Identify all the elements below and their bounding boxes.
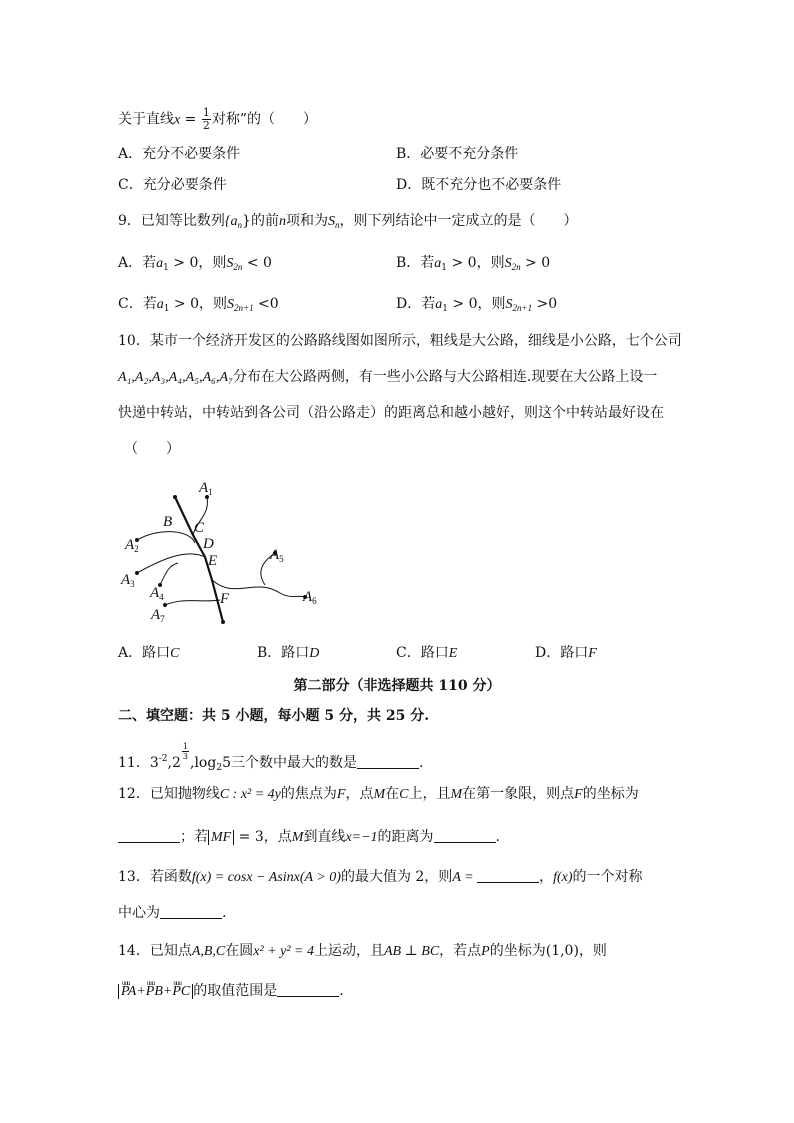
q13-line-1: 13．若函数f(x) = cosx − Asinx(A > 0)的最大值为 2，则A = ，f(x)的一个对称 xyxy=(118,869,643,885)
q9-option-a: A．若$a_1 > 0$，则$S_{2n} < 0$ xyxy=(118,255,272,273)
q12-answer-blank-1[interactable] xyxy=(118,828,180,843)
q14-line-2: uuu PA+uuu PB+uuu PC 的取值范围是 . xyxy=(118,981,344,1002)
label-a4: $A_4$ xyxy=(150,585,164,602)
q12-line-1: 12．已知抛物线C : x² = 4y的焦点为F，点M在C上，且M在第一象限，则点F的坐标为 xyxy=(118,786,639,802)
fraction-one-half: $\frac{1}{2}$ xyxy=(202,106,210,132)
label-a5: $A_5$ xyxy=(270,547,284,564)
label-d: D xyxy=(203,536,214,552)
label-e: E xyxy=(208,553,218,569)
q9-option-d: D．若$a_1 > 0$，则$S_{2n+1} >0$ xyxy=(396,296,558,314)
q10-option-d: D．路口F xyxy=(535,645,597,661)
q10-option-a: A．路口C xyxy=(118,645,180,661)
label-a6: $A_6$ xyxy=(303,589,317,606)
q8-option-d: D．既不充分也不必要条件 xyxy=(396,177,562,193)
q9-option-b: B．若$a_1 > 0$，则$S_{2n} > 0$ xyxy=(396,255,551,273)
q13-answer-blank-2[interactable] xyxy=(160,904,222,919)
road-a7 xyxy=(165,600,220,605)
road-a2 xyxy=(137,532,195,543)
q8-stem-tail: 关于直线x = $\frac{1}{2}$ 对称”的（ ） xyxy=(118,106,318,132)
road-map-figure xyxy=(115,475,345,635)
q8-option-b: B．必要不充分条件 xyxy=(396,146,519,162)
q10-line-3: 快递中转站，中转站到各公司（沿公路走）的距离总和越小越好，则这个中转站最好设在 xyxy=(118,405,664,421)
vector-sum-magnitude: uuu PA+uuu PB+uuu PC xyxy=(118,984,193,999)
q14-answer-blank[interactable] xyxy=(277,982,339,997)
q8-option-c: C．充分必要条件 xyxy=(118,177,227,193)
section-two-heading: 二、填空题：共 5 小题，每小题 5 分，共 25 分. xyxy=(118,708,430,724)
label-a1: $A_1$ xyxy=(199,480,213,497)
q14-line-1: 14．已知点A,B,C在圆x² + y² = 4上运动，且AB ⊥ BC，若点P的坐标为(1,0)，则 xyxy=(118,943,607,959)
part-two-title: 第二部分（非选择题共 110 分） xyxy=(293,678,501,694)
label-a3: $A_3$ xyxy=(121,572,135,589)
q11-answer-blank[interactable] xyxy=(357,754,419,769)
q12-line-2: ；若 MF = 3，点M到直线x=−1的距离为 . xyxy=(118,827,500,848)
q10-line-1: 10．某市一个经济开发区的公路路线图如图所示，粗线是大公路，细线是小公路，七个公司 xyxy=(118,333,682,349)
q9-stem: 9．已知等比数列$\{a_n\}$的前n项和为$S_n$，则下列结论中一定成立的是（ ） xyxy=(118,213,578,230)
label-a2: $A_2$ xyxy=(125,537,139,554)
label-a7: $A_7$ xyxy=(151,607,165,624)
q10-line-2: A₁,A₂,A₃,A₄,A₅,A₆,A₇分布在大公路两侧，有一些小公路与大公路相连.现要在大公路上设一 xyxy=(118,369,658,385)
label-b: B xyxy=(163,514,173,530)
q10-option-b: B．路口D xyxy=(257,645,320,661)
road-a4 xyxy=(160,563,178,585)
q12-answer-blank-2[interactable] xyxy=(434,828,496,843)
q10-option-c: C．路口E xyxy=(396,645,458,661)
q11: 11．$3^{-2},2$ $\frac{1}{3}$ $,\log_25$三个数中最大的数是 . xyxy=(118,742,424,773)
label-f: F xyxy=(220,591,230,607)
label-c: C xyxy=(194,520,205,536)
road-a3 xyxy=(137,554,205,573)
q9-option-c: C．若$a_1 > 0$，则$S_{2n+1} <0$ xyxy=(118,296,279,314)
q8-option-a: A．充分不必要条件 xyxy=(118,146,241,162)
q13-answer-blank-1[interactable] xyxy=(477,868,539,883)
q10-line-4: （ ） xyxy=(124,441,180,457)
q13-line-2: 中心为 . xyxy=(118,905,227,921)
